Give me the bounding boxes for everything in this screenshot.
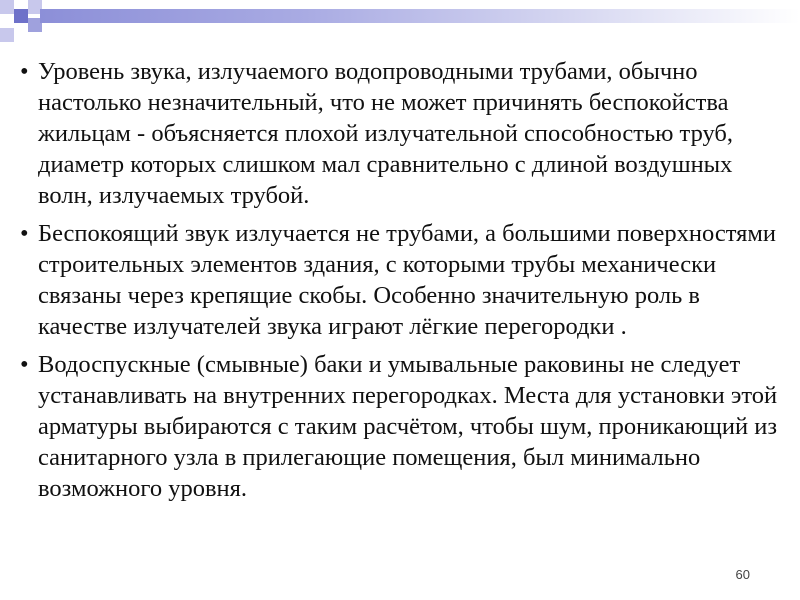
- page-number: 60: [735, 567, 750, 582]
- bullet-item: [14, 349, 784, 504]
- bullet-icon: •: [20, 220, 29, 247]
- decor-square: [0, 0, 14, 14]
- bullet-icon: •: [20, 58, 29, 85]
- slide-body: [14, 56, 784, 511]
- header-decoration-bar: [40, 9, 800, 23]
- header-decoration-squares: [0, 0, 64, 50]
- bullet-icon: •: [20, 351, 29, 378]
- bullet-text: Беспокоящий звук излучается не трубами, а большими поверхностями строительных элементов здания, с которыми трубы механически связаны через крепящие скобы. Особенно значительную роль в качестве излучателей звука играют лёгкие перегородки .: [38, 220, 776, 340]
- bullet-item: [14, 56, 784, 211]
- bullet-text: Водоспускные (смывные) баки и умывальные раковины не следует устанавливать на внутренних перегородках. Места для установки этой арматуры выбираются с таким расчётом, чтобы шум, проникающий из санитарного узла в прилегающие помещения, был минимально возможного уровня.: [38, 351, 778, 502]
- decor-square: [14, 9, 28, 23]
- decor-square: [0, 28, 14, 42]
- bullet-text: Уровень звука, излучаемого водопроводными трубами, обычно настолько незначительный, что не может причинять беспокойства жильцам - объясняется плохой излучательной способностью труб, диаметр которых слишком мал сравнительно с длиной воздушных волн, излучаемых трубой.: [38, 58, 734, 209]
- bullet-item: [14, 218, 784, 342]
